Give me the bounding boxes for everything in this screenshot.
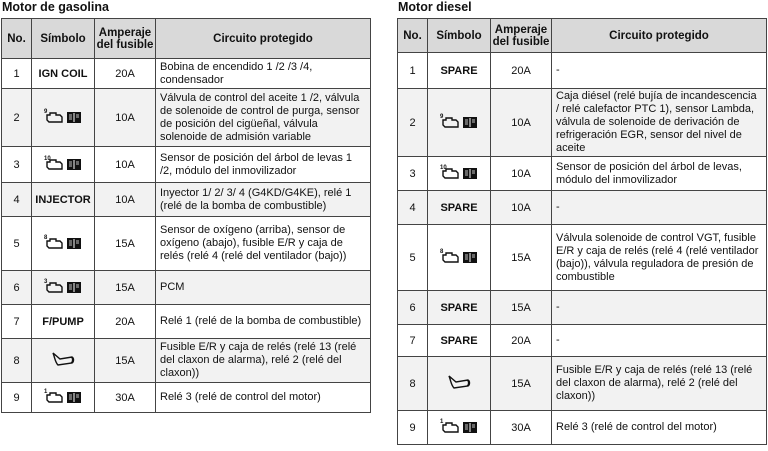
- svg-text:10: 10: [440, 165, 447, 171]
- fuse-symbol: [428, 157, 491, 191]
- fuse-row: [2, 89, 371, 147]
- fuse-symbol: [428, 191, 491, 225]
- fuse-row: [2, 339, 371, 383]
- protected-circuit: Inyector 1/ 2/ 3/ 4 (G4KD/G4KE), relé 1 (relé de la bomba de combustible): [156, 183, 371, 217]
- fuse-amperage: 20A: [491, 325, 552, 357]
- protected-circuit: Fusible E/R y caja de relés (relé 13 (relé del claxon de alarma), relé 2 (relé del claxon)): [156, 339, 371, 383]
- svg-text:3: 3: [44, 279, 48, 285]
- right-section-title: Motor diesel: [398, 0, 472, 14]
- svg-text:9: 9: [440, 114, 444, 120]
- fuse-amperage: 15A: [95, 217, 156, 271]
- svg-text:8: 8: [44, 235, 48, 241]
- fuse-row: [398, 357, 767, 411]
- diesel-fuse-table: [397, 18, 767, 445]
- fuse-number: 2: [398, 89, 428, 157]
- fuse-row: [2, 183, 371, 217]
- header-circuit: Circuito protegido: [552, 19, 767, 53]
- fuse-row: [398, 325, 767, 357]
- fuse-symbol: [428, 53, 491, 89]
- engine-manual-icon: [43, 154, 83, 172]
- fuse-symbol: [428, 89, 491, 157]
- svg-text:1: 1: [44, 389, 48, 395]
- engine-manual-icon: [439, 112, 479, 130]
- fuse-amperage: 20A: [491, 53, 552, 89]
- engine-manual-icon: [439, 163, 479, 181]
- fuse-row: [2, 305, 371, 339]
- fuse-symbol: [428, 325, 491, 357]
- engine-manual-icon: [43, 387, 83, 405]
- fuse-amperage: 10A: [491, 191, 552, 225]
- fuse-symbol: [32, 89, 95, 147]
- fuse-number: 1: [2, 59, 32, 89]
- symbol-label: IGN COIL: [38, 67, 88, 80]
- fuse-number: 8: [398, 357, 428, 411]
- fuse-amperage: 10A: [95, 183, 156, 217]
- engine-manual-icon: [439, 417, 479, 435]
- fuse-symbol: [32, 305, 95, 339]
- svg-text:8: 8: [440, 249, 444, 255]
- horn-icon: [50, 350, 76, 368]
- protected-circuit: -: [552, 53, 767, 89]
- header-symbol: Símbolo: [428, 19, 491, 53]
- fuse-row: [2, 383, 371, 413]
- fuse-row: [398, 89, 767, 157]
- fuse-symbol: [32, 217, 95, 271]
- fuse-symbol: [32, 271, 95, 305]
- symbol-label: SPARE: [440, 334, 478, 347]
- fuse-row: [2, 271, 371, 305]
- fuse-number: 9: [2, 383, 32, 413]
- fuse-row: [2, 147, 371, 183]
- protected-circuit: Válvula solenoide de control VGT, fusible E/R y caja de relés (relé 4 (relé ventilador (bajo)), válvula reguladora de presión de combustible: [552, 225, 767, 291]
- fuse-amperage: 20A: [95, 305, 156, 339]
- protected-circuit: Relé 1 (relé de la bomba de combustible): [156, 305, 371, 339]
- gasoline-fuse-table: [1, 18, 371, 413]
- fuse-amperage: 10A: [491, 89, 552, 157]
- symbol-label: INJECTOR: [35, 193, 91, 206]
- fuse-number: 3: [398, 157, 428, 191]
- protected-circuit: -: [552, 325, 767, 357]
- fuse-amperage: 15A: [491, 225, 552, 291]
- protected-circuit: Sensor de posición del árbol de levas 1 /2, módulo del inmovilizador: [156, 147, 371, 183]
- fuse-row: [398, 53, 767, 89]
- fuse-number: 6: [398, 291, 428, 325]
- engine-manual-icon: [43, 277, 83, 295]
- fuse-amperage: 30A: [95, 383, 156, 413]
- fuse-symbol: [32, 383, 95, 413]
- fuse-number: 4: [2, 183, 32, 217]
- fuse-row: [398, 225, 767, 291]
- fuse-row: [2, 217, 371, 271]
- fuse-amperage: 10A: [95, 89, 156, 147]
- protected-circuit: Relé 3 (relé de control del motor): [552, 411, 767, 445]
- fuse-number: 8: [2, 339, 32, 383]
- horn-icon: [446, 373, 472, 391]
- svg-text:1: 1: [440, 419, 444, 425]
- fuse-symbol: [428, 291, 491, 325]
- fuse-symbol: [32, 339, 95, 383]
- fuse-number: 5: [398, 225, 428, 291]
- fuse-number: 7: [2, 305, 32, 339]
- fuse-row: [398, 291, 767, 325]
- fuse-amperage: 20A: [95, 59, 156, 89]
- protected-circuit: Bobina de encendido 1 /2 /3 /4, condensador: [156, 59, 371, 89]
- fuse-amperage: 15A: [491, 357, 552, 411]
- fuse-symbol: [428, 357, 491, 411]
- fuse-row: [398, 411, 767, 445]
- left-section-title: Motor de gasolina: [2, 0, 109, 14]
- fuse-amperage: 15A: [95, 339, 156, 383]
- fuse-number: 2: [2, 89, 32, 147]
- fuse-amperage: 30A: [491, 411, 552, 445]
- fuse-row: [2, 59, 371, 89]
- fuse-number: 1: [398, 53, 428, 89]
- header-symbol: Símbolo: [32, 19, 95, 59]
- header-circuit: Circuito protegido: [156, 19, 371, 59]
- protected-circuit: Caja diésel (relé bujía de incandescencia / relé calefactor PTC 1), sensor Lambda, válvula de solenoide de derivación de refrigeración EGR, sensor del nivel de aceite: [552, 89, 767, 157]
- protected-circuit: Válvula de control del aceite 1 /2, válvula de solenoide de control de purga, sensor de posición del cigüeñal, válvula solenoide de admisión variable: [156, 89, 371, 147]
- protected-circuit: Relé 3 (relé de control del motor): [156, 383, 371, 413]
- symbol-label: SPARE: [440, 64, 478, 77]
- symbol-label: SPARE: [440, 201, 478, 214]
- symbol-label: F/PUMP: [42, 315, 84, 328]
- fuse-number: 3: [2, 147, 32, 183]
- fuse-row: [398, 157, 767, 191]
- fuse-symbol: [428, 225, 491, 291]
- fuse-number: 7: [398, 325, 428, 357]
- protected-circuit: PCM: [156, 271, 371, 305]
- fuse-number: 6: [2, 271, 32, 305]
- header-amp: Amperaje del fusible: [491, 19, 552, 53]
- fuse-row: [398, 191, 767, 225]
- fuse-number: 9: [398, 411, 428, 445]
- protected-circuit: -: [552, 191, 767, 225]
- fuse-number: 4: [398, 191, 428, 225]
- symbol-label: SPARE: [440, 301, 478, 314]
- protected-circuit: Sensor de posición del árbol de levas, módulo del inmovilizador: [552, 157, 767, 191]
- header-no: No.: [398, 19, 428, 53]
- svg-text:10: 10: [44, 156, 51, 162]
- fuse-amperage: 10A: [491, 157, 552, 191]
- fuse-number: 5: [2, 217, 32, 271]
- protected-circuit: -: [552, 291, 767, 325]
- fuse-amperage: 15A: [491, 291, 552, 325]
- fuse-amperage: 10A: [95, 147, 156, 183]
- engine-manual-icon: [43, 107, 83, 125]
- engine-manual-icon: [43, 233, 83, 251]
- fuse-amperage: 15A: [95, 271, 156, 305]
- header-amp: Amperaje del fusible: [95, 19, 156, 59]
- fuse-symbol: [32, 147, 95, 183]
- fuse-symbol: [428, 411, 491, 445]
- svg-text:9: 9: [44, 109, 48, 115]
- header-no: No.: [2, 19, 32, 59]
- fuse-symbol: [32, 183, 95, 217]
- protected-circuit: Sensor de oxígeno (arriba), sensor de oxígeno (abajo), fusible E/R y caja de relés (relé 4 (relé del ventilador (bajo)): [156, 217, 371, 271]
- engine-manual-icon: [439, 247, 479, 265]
- protected-circuit: Fusible E/R y caja de relés (relé 13 (relé del claxon de alarma), relé 2 (relé del claxon)): [552, 357, 767, 411]
- fuse-symbol: [32, 59, 95, 89]
